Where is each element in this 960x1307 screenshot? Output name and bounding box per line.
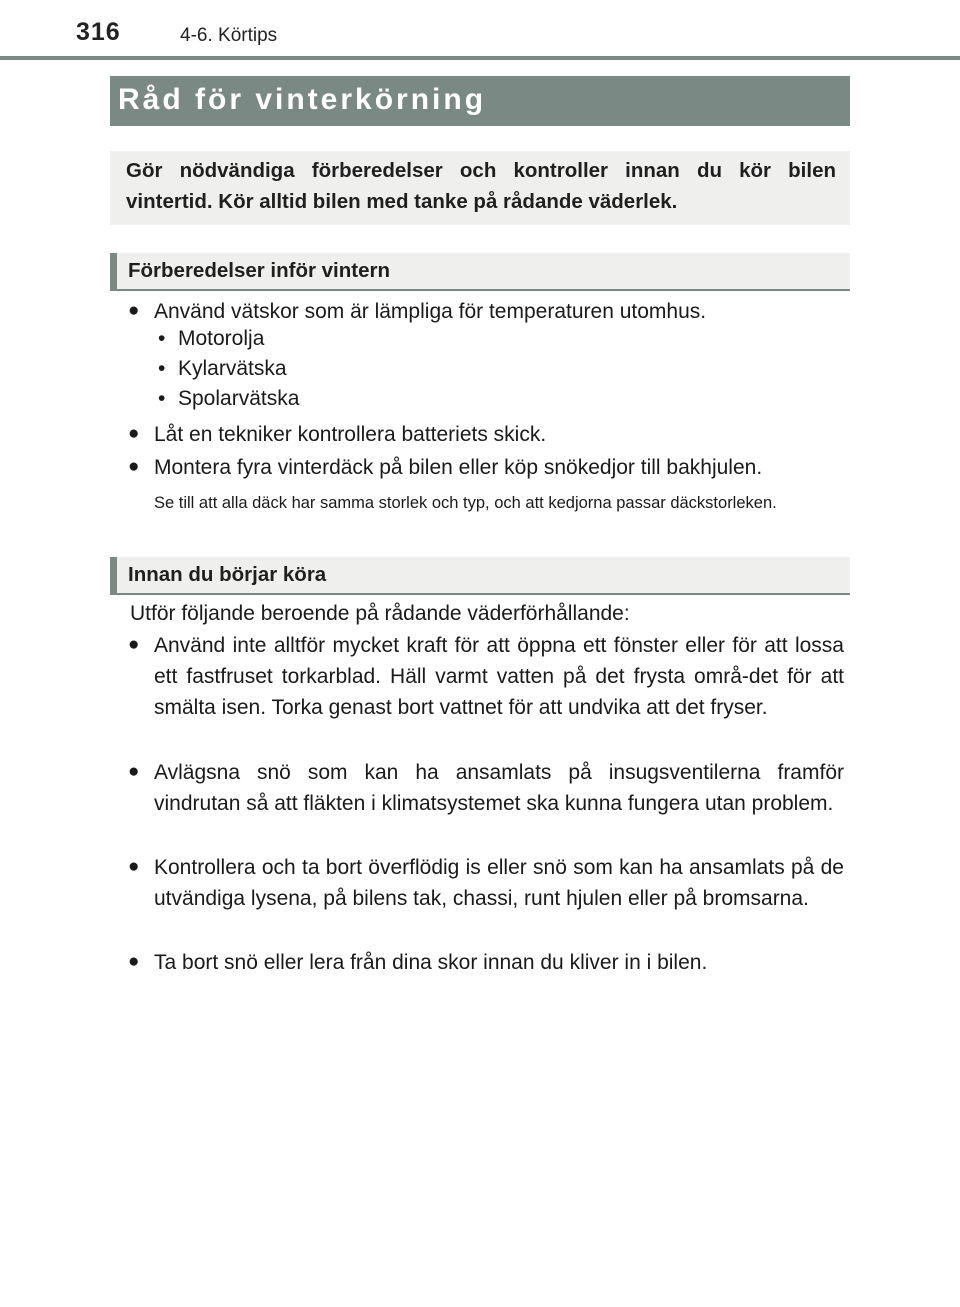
list-item: Använd inte alltför mycket kraft för att öppna ett fönster eller för att lossa ett fastfruset torkarblad. Häll varmt vatten på det frysta områ-det för att smälta isen. Torka genast bort vattnet för att undvika att det fryser. [154,634,844,719]
list-item: Ta bort snö eller lera från dina skor innan du kliver in i bilen. [154,951,708,974]
sub-list-item: Kylarvätska [178,357,287,380]
page-number: 316 [76,18,121,46]
intro-box [110,151,850,225]
bullet-icon: ● [128,951,140,972]
section-heading-before-driving [110,557,850,595]
title-bar [110,76,850,126]
section-reference: 4-6. Körtips [180,25,278,46]
bullet-icon: ● [128,456,140,477]
sub-list-item: Spolarvätska [178,387,300,410]
intro-text: Gör nödvändiga förberedelser och kontroller innan du kör bilen vintertid. Kör alltid bilen med tanke på rådande väderlek. [126,159,836,213]
sub-bullet-icon: • [158,327,166,350]
note-text: Se till att alla däck har samma storlek och typ, och att kedjorna passar däckstorleken. [154,494,777,512]
page-header [0,0,960,62]
sub-list-item: Motorolja [178,327,265,350]
list-item: Kontrollera och ta bort överflödig is eller snö som kan ha ansamlats på de utvändiga lysena, på bilens tak, chassi, runt hjulen eller på bromsarna. [154,856,844,910]
bullet-icon: ● [128,634,140,655]
header-divider [0,56,960,60]
section-heading-text: Innan du börjar köra [128,563,327,586]
list-item: Avlägsna snö som kan ha ansamlats på insugsventilerna framför vindrutan så att fläkten i klimatsystemet ska kunna fungera utan problem. [154,761,844,815]
page-title: Råd för vinterkörning [118,83,487,116]
lead-text: Utför följande beroende på rådande väderförhållande: [130,602,630,625]
section-heading-text: Förberedelser inför vintern [128,259,391,282]
list-item: Låt en tekniker kontrollera batteriets skick. [154,423,547,446]
list-item: Använd vätskor som är lämpliga för temperaturen utomhus. [154,300,707,323]
list-item: Montera fyra vinterdäck på bilen eller köp snökedjor till bakhjulen. [154,456,763,479]
bullet-icon: ● [128,423,140,444]
sub-bullet-icon: • [158,357,166,380]
sub-bullet-icon: • [158,387,166,410]
bullet-icon: ● [128,856,140,877]
section-heading-preparations [110,253,850,291]
bullet-icon: ● [128,300,140,321]
bullet-icon: ● [128,761,140,782]
